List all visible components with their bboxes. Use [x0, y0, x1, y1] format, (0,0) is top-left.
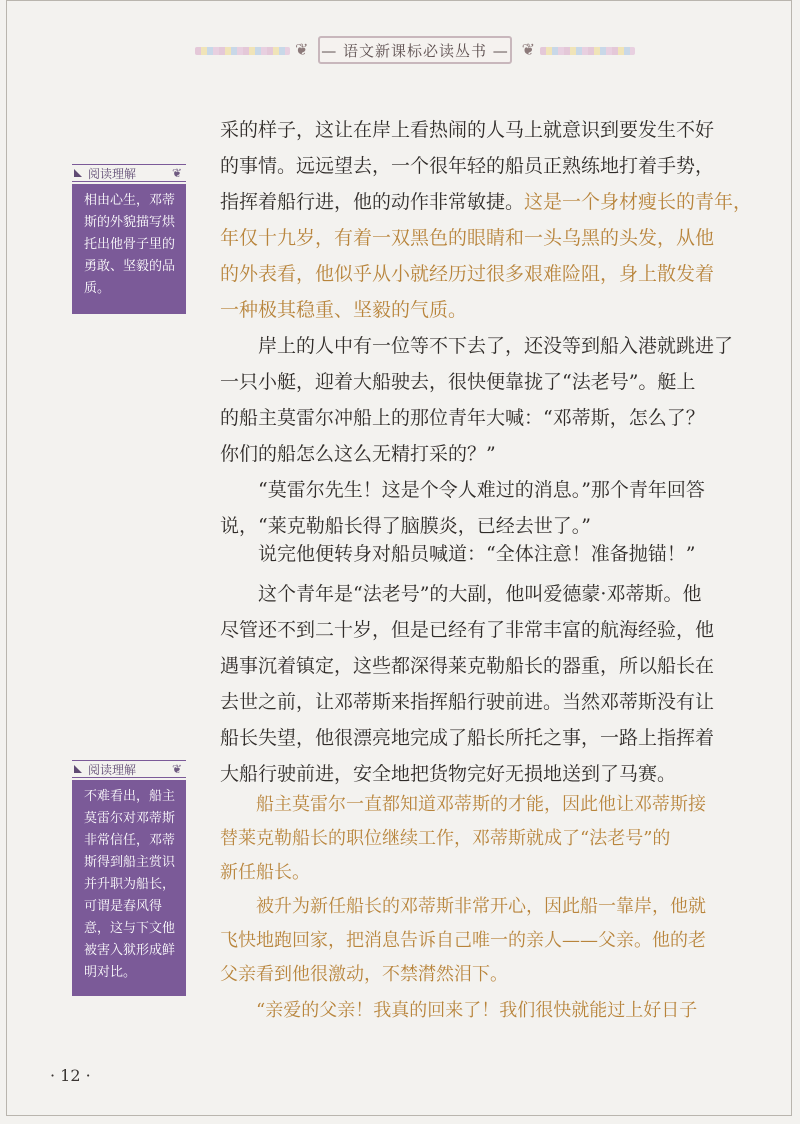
note-line: 勇敢、坚毅的品: [84, 259, 176, 274]
fleur-ornament-icon: ❦: [171, 166, 182, 180]
paragraph-6: [220, 788, 740, 890]
highlighted-line: 年仅十九岁，有着一双黑色的眼睛和一头乌黑的头发，从他: [220, 227, 715, 249]
paragraph-5: [220, 576, 740, 792]
note-line: 相由心生，邓蒂: [84, 193, 176, 208]
text-line: 说，“莱克勒船长得了脑膜炎，已经去世了。”: [220, 515, 591, 537]
note-line: 不难看出，船主: [84, 789, 176, 804]
paragraph-8: [220, 994, 740, 1028]
fleur-ornament-icon: ❦: [521, 40, 535, 59]
text-line: 采的样子，这让在岸上看热闹的人马上就意识到要发生不好: [220, 119, 715, 141]
note-line: 可谓是春风得: [84, 899, 163, 914]
running-header: [195, 36, 635, 66]
note-line: 斯得到船主赏识: [84, 855, 176, 870]
paragraph-1: [220, 112, 753, 328]
paragraph-3: [220, 472, 740, 544]
note-line: 莫雷尔对邓蒂斯: [84, 811, 176, 826]
text-line: 大船行驶前进，安全地把货物完好无损地送到了马赛。: [220, 763, 677, 785]
page-number: · 12 ·: [50, 1066, 91, 1085]
text-line: 说完他便转身对船员喊道：“全体注意！准备抛锚！”: [258, 543, 696, 565]
note-line: 托出他骨子里的: [84, 237, 176, 252]
header-stripe-right: [540, 47, 635, 55]
text-line: 去世之前，让邓蒂斯来指挥船行驶前进。当然邓蒂斯没有让: [220, 691, 715, 713]
text-span: 指挥着船行进，他的动作非常敏捷。: [220, 191, 525, 213]
text-line: “莫雷尔先生！这是个令人难过的消息。”那个青年回答: [258, 479, 705, 501]
note-heading: 阅读理解 ❦: [72, 760, 186, 778]
highlighted-line: 被升为新任船长的邓蒂斯非常开心，因此船一靠岸，他就: [256, 896, 706, 917]
triangle-icon: [74, 169, 82, 177]
note-line: 明对比。: [84, 965, 137, 980]
triangle-icon: [74, 765, 82, 773]
text-line: 这个青年是“法老号”的大副，他叫爱德蒙·邓蒂斯。他: [258, 583, 702, 605]
highlighted-line: 一种极其稳重、坚毅的气质。: [220, 299, 468, 321]
text-line: [220, 184, 753, 220]
text-line: 的事情。远远望去，一个很年轻的船员正熟练地打着手势，: [220, 155, 715, 177]
highlighted-line: 新任船长。: [220, 862, 310, 883]
header-stripe-left: [195, 47, 290, 55]
note-heading: 阅读理解 ❦: [72, 164, 186, 182]
text-line: 一只小艇，迎着大船驶去，很快便靠拢了“法老号”。艇上: [220, 371, 696, 393]
paragraph-7: [220, 890, 740, 992]
reading-note-2: [72, 780, 186, 996]
text-line: 岸上的人中有一位等不下去了，还没等到船入港就跳进了: [258, 335, 734, 357]
note-line: 并升职为船长，: [84, 877, 176, 892]
paragraph-4: [220, 536, 740, 572]
fleur-ornament-icon: ❦: [295, 40, 309, 59]
note-line: 斯的外貌描写烘: [84, 215, 176, 230]
note-line: 质。: [84, 281, 111, 296]
text-line: 船长失望，他很漂亮地完成了船长所托之事，一路上指挥着: [220, 727, 715, 749]
fleur-ornament-icon: ❦: [171, 762, 182, 776]
highlighted-line: “亲爱的父亲！我真的回来了！我们很快就能过上好日子: [256, 1000, 698, 1021]
text-line: 你们的船怎么这么无精打采的？”: [220, 443, 496, 465]
reading-note-1: [72, 184, 186, 314]
highlighted-line: 父亲看到他很激动，不禁潸然泪下。: [220, 964, 508, 985]
note-line: 非常信任，邓蒂: [84, 833, 176, 848]
text-line: 的船主莫雷尔冲船上的那位青年大喊：“邓蒂斯，怎么了？: [220, 407, 705, 429]
note-line: 被害入狱形成鲜: [84, 943, 176, 958]
highlighted-line: 替莱克勒船长的职位继续工作，邓蒂斯就成了“法老号”的: [220, 828, 671, 849]
text-line: 尽管还不到二十岁，但是已经有了非常丰富的航海经验，他: [220, 619, 715, 641]
highlighted-line: 的外表看，他似乎从小就经历过很多艰难险阻，身上散发着: [220, 263, 715, 285]
text-line: 遇事沉着镇定，这些都深得莱克勒船长的器重，所以船长在: [220, 655, 715, 677]
highlighted-line: 船主莫雷尔一直都知道邓蒂斯的才能，因此他让邓蒂斯接: [256, 794, 706, 815]
series-title: — 语文新课标必读丛书 —: [318, 36, 512, 64]
highlighted-line: 飞快地跑回家，把消息告诉自己唯一的亲人——父亲。他的老: [220, 930, 706, 951]
highlighted-text: 这是一个身材瘦长的青年，: [524, 191, 753, 213]
paragraph-2: [220, 328, 740, 472]
note-line: 意，这与下文他: [84, 921, 176, 936]
